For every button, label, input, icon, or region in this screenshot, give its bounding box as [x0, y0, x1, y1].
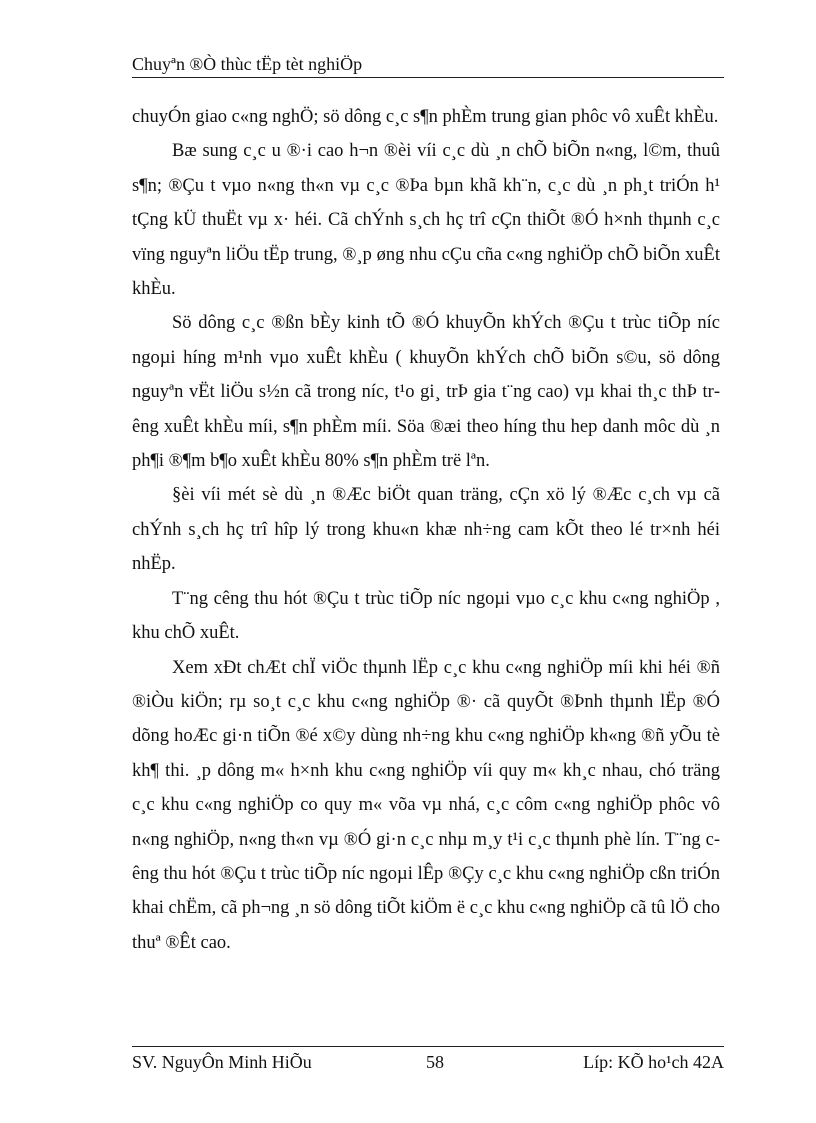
document-body — [132, 100, 720, 960]
paragraph: Xem xÐt chÆt chÏ viÖc thµnh lËp c¸c khu c«ng nghiÖp míi khi héi ®ñ ®iÒu kiÖn; rµ so¸t c¸c khu c«ng nghiÖp ®· cã quyÕt ®Þnh thµnh lËp ®Ó dõng hoÆc gi·n tiÕn ®é x©y dùng nh÷ng khu c«ng nghiÖp kh«ng ®ñ yÕu tè kh¶ thi. ¸p dông m« h×nh khu c«ng nghiÖp víi quy m« kh¸c nhau, chó träng c¸c khu c«ng nghiÖp co quy m« võa vµ nhá, c¸c côm c«ng nghiÖp phôc vô n«ng nghiÖp, n«ng th«n vµ ®Ó gi·n c¸c nhµ m¸y t¹i c¸c thµnh phè lín. T¨ng cêng thu hót ®Çu t trùc tiÕp níc ngoµi lÊp ®Çy c¸c khu c«ng nghiÖp cßn triÓn khai chËm, cã ph¬ng ¸n sö dông tiÕt kiÖm ë c¸c khu c«ng nghiÖp cã tû lÖ cho thuª ®Êt cao. — [132, 657, 720, 953]
header-title: Chuyªn ®Ò thùc tËp tèt nghiÖp — [132, 54, 363, 74]
footer-rule — [132, 1046, 724, 1047]
running-header — [132, 52, 724, 78]
footer-class: Líp: KÕ ho¹ch 42A — [583, 1052, 724, 1072]
page-footer — [132, 1050, 724, 1074]
page-number: 58 — [426, 1052, 444, 1072]
paragraph: Sö dông c¸c ®ßn bÈy kinh tÕ ®Ó khuyÕn khÝch ®Çu t trùc tiÕp níc ngoµi híng m¹nh vµo xuÊt khÈu ( khuyÕn khÝch chÕ biÕn s©u, sö dông nguyªn vËt liÖu s½n cã trong níc, t¹o gi¸ trÞ gia t¨ng cao) vµ khai th¸c thÞ trêng xuÊt khÈu míi, s¶n phÈm míi. Söa ®æi theo híng thu hep danh môc dù ¸n ph¶i ®¶m b¶o xuÊt khÈu 80% s¶n phÈm trë lªn. — [132, 313, 720, 472]
paragraph-continued: chuyÓn giao c«ng nghÖ; sö dông c¸c s¶n phÈm trung gian phôc vô xuÊt khÈu. — [132, 107, 719, 127]
paragraph: §èi víi mét sè dù ¸n ®Æc biÖt quan träng, cÇn xö lý ®Æc c¸ch vµ cã chÝnh s¸ch hç trî hîp lý trong khu«n khæ nh÷ng cam kÕt theo lé tr×nh héi nhËp. — [132, 485, 720, 575]
paragraph: Bæ sung c¸c u ®·i cao h¬n ®èi víi c¸c dù ¸n chÕ biÕn n«ng, l©m, thuû s¶n; ®Çu t vµo n«ng th«n vµ c¸c ®Þa bµn khã kh¨n, c¸c dù ¸n ph¸t triÓn h¹ tÇng kÜ thuËt vµ x· héi. Cã chÝnh s¸ch hç trî cÇn thiÕt ®Ó h×nh thµnh c¸c vïng nguyªn liÖu tËp trung, ®¸p øng nhu cÇu cña c«ng nghiÖp chÕ biÕn xuÊt khÈu. — [132, 141, 720, 300]
paragraph: T¨ng cêng thu hót ®Çu t trùc tiÕp níc ngoµi vµo c¸c khu c«ng nghiÖp , khu chÕ xuÊt. — [132, 588, 720, 644]
footer-student-name: SV. NguyÔn Minh HiÕu — [132, 1052, 312, 1072]
